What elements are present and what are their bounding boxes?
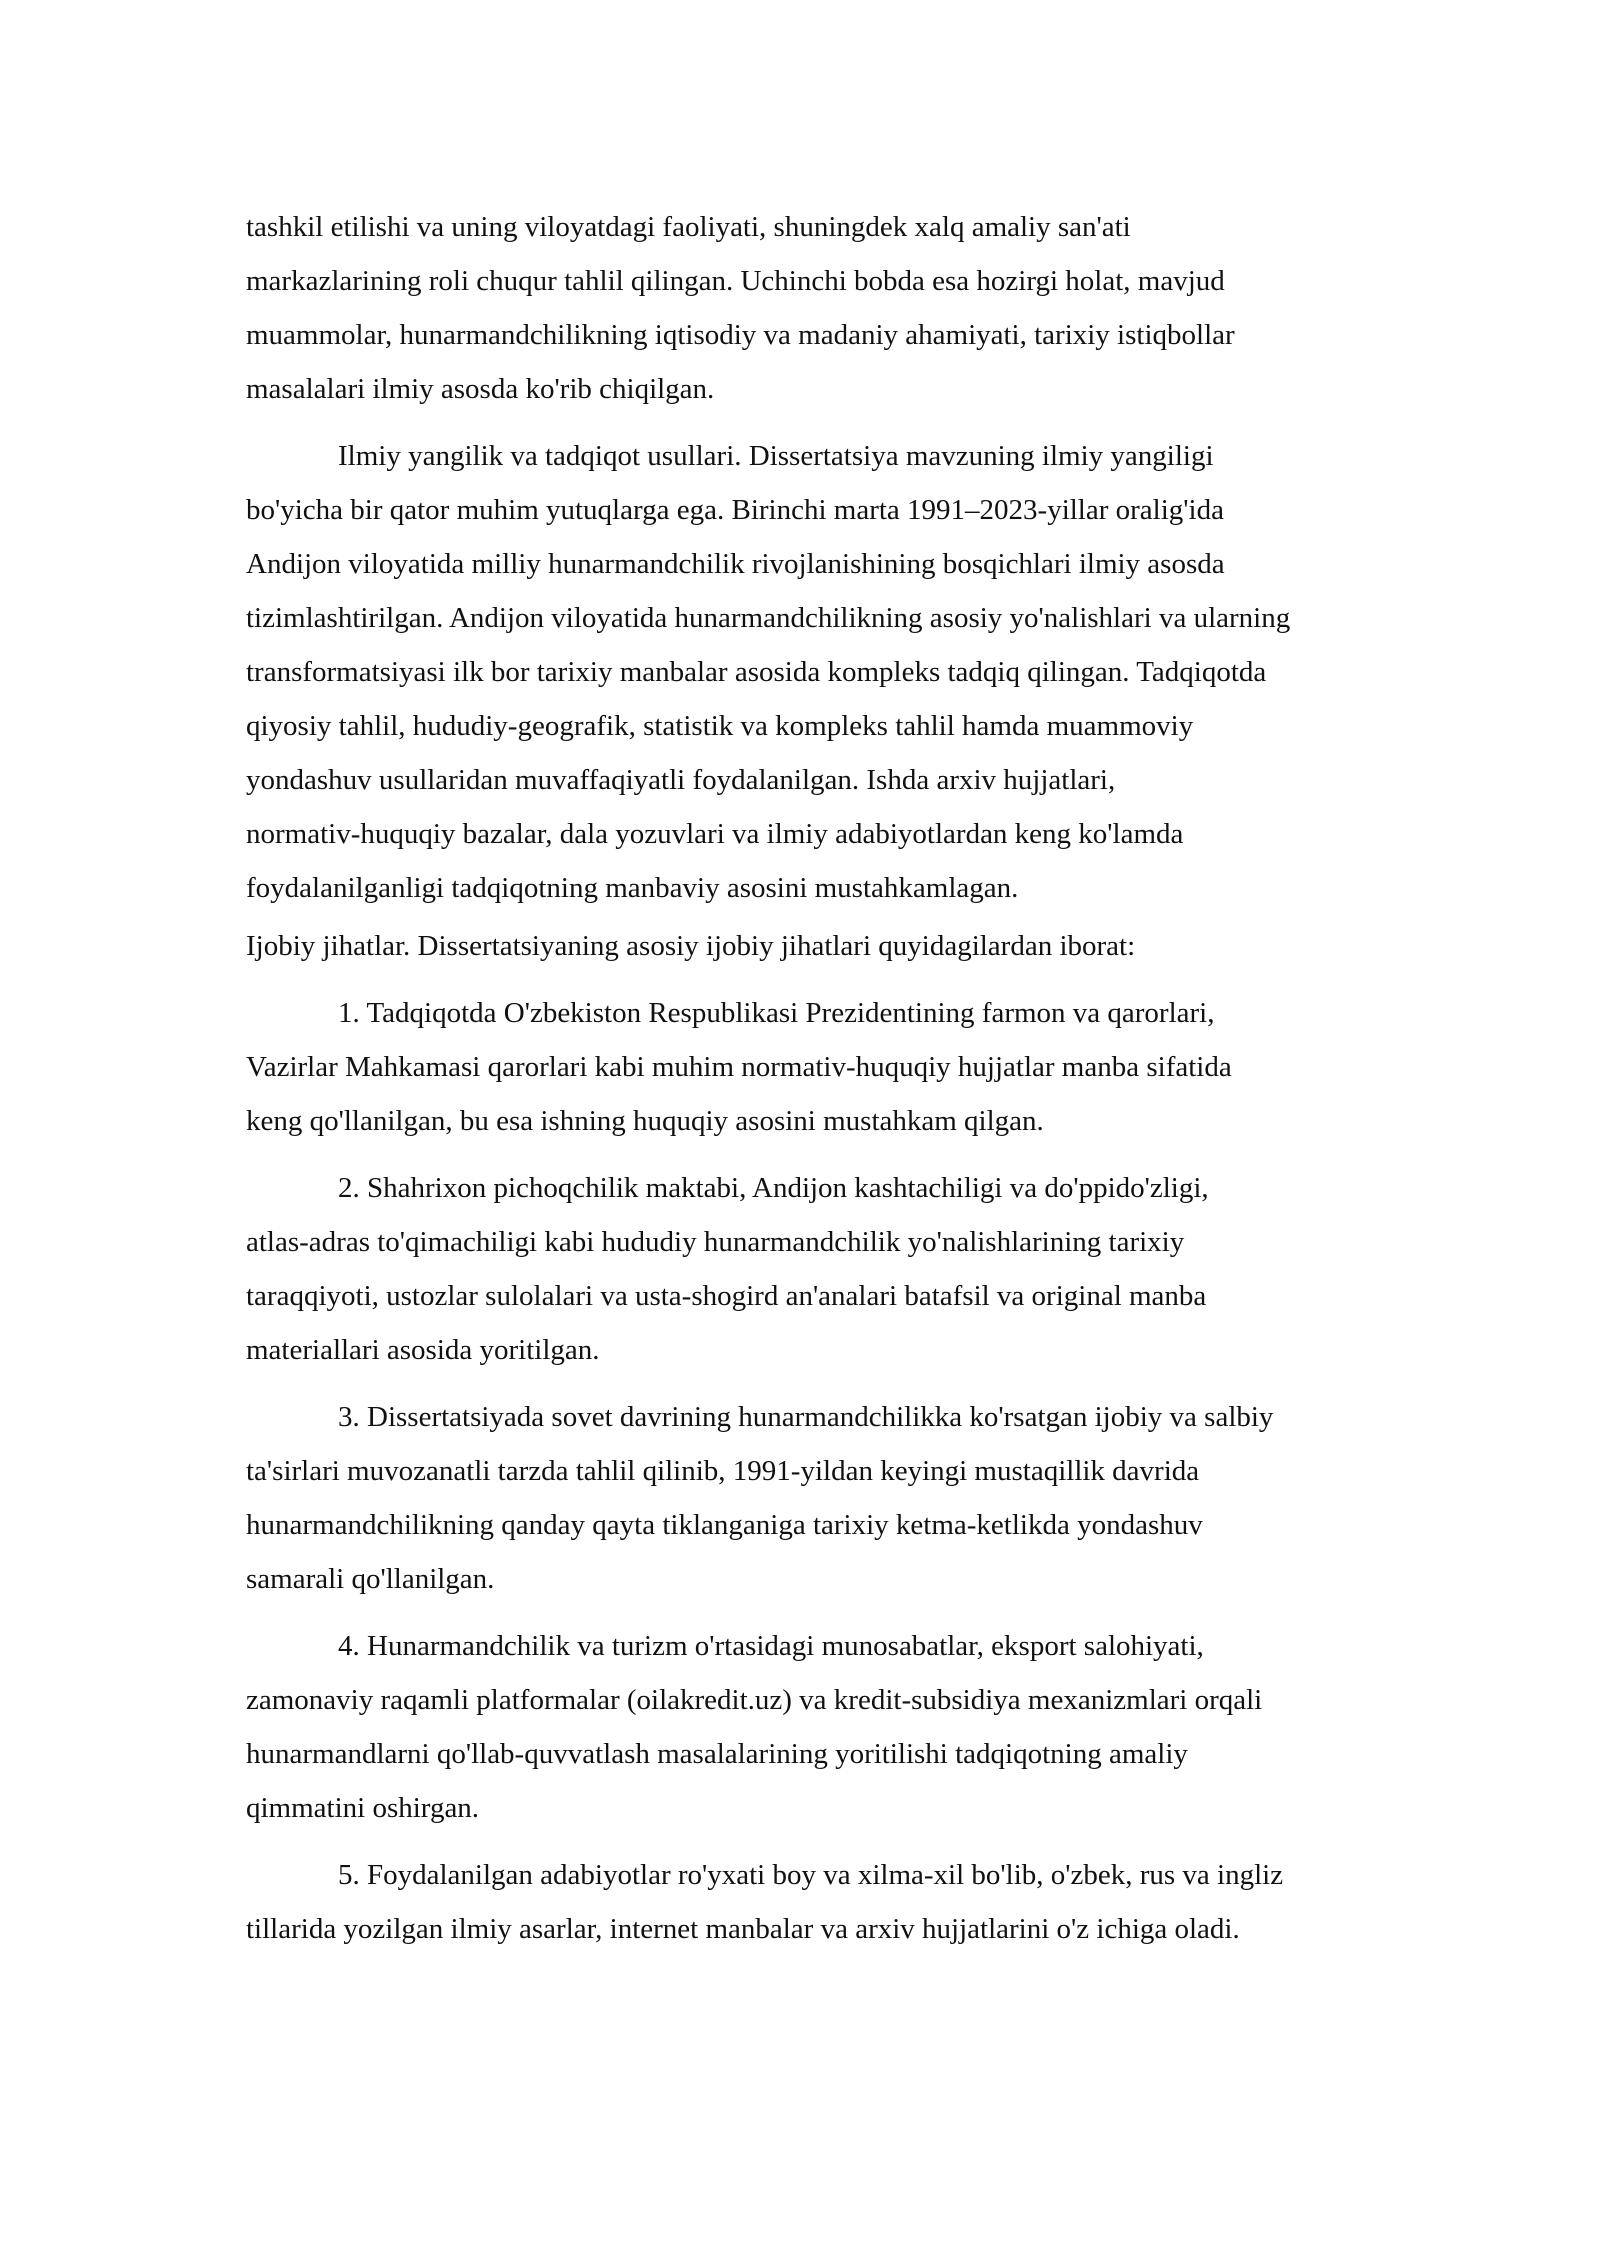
paragraph-spacer <box>246 1377 1396 1390</box>
list-item-2 <box>246 1161 1396 1377</box>
paragraph-spacer <box>246 1835 1396 1848</box>
text-line: 4. Hunarmandchilik va turizm o'rtasidagi munosabatlar, eksport salohiyati, <box>338 1630 1204 1662</box>
paragraph-chapter-summary <box>246 200 1396 416</box>
text-line: Ijobiy jihatlar. Dissertatsiyaning asosiy ijobiy jihatlari quyidagilardan iborat: <box>246 930 1136 962</box>
list-item-1 <box>246 986 1396 1148</box>
text-line: bo'yicha bir qator muhim yutuqlarga ega. Birinchi marta 1991–2023-yillar oralig'ida <box>246 494 1224 526</box>
text-line: Ilmiy yangilik va tadqiqot usullari. Dissertatsiya mavzuning ilmiy yangiligi <box>338 440 1214 472</box>
text-line: ta'sirlari muvozanatli tarzda tahlil qilinib, 1991-yildan keyingi mustaqillik davrida <box>246 1455 1200 1487</box>
paragraph-spacer <box>246 416 1396 429</box>
text-line: hunarmandlarni qo'llab-quvvatlash masalalarining yoritilishi tadqiqotning amaliy <box>246 1738 1188 1770</box>
paragraph-spacer <box>246 973 1396 986</box>
text-line: normativ-huquqiy bazalar, dala yozuvlari va ilmiy adabiyotlardan keng ko'lamda <box>246 818 1184 850</box>
list-item-3 <box>246 1390 1396 1606</box>
text-line: foydalanilganligi tadqiqotning manbaviy asosini mustahkamlagan. <box>246 872 1019 904</box>
paragraph-positive-aspects-heading <box>246 919 1396 973</box>
text-line: zamonaviy raqamli platformalar (oilakredit.uz) va kredit-subsidiya mexanizmlari orqali <box>246 1684 1263 1716</box>
text-line: masalalari ilmiy asosda ko'rib chiqilgan. <box>246 373 715 405</box>
text-line: tillarida yozilgan ilmiy asarlar, internet manbalar va arxiv hujjatlarini o'z ichiga oladi. <box>246 1913 1240 1945</box>
paragraph-scientific-novelty <box>246 429 1396 915</box>
paragraph-spacer <box>246 1606 1396 1619</box>
text-line: 3. Dissertatsiyada sovet davrining hunarmandchilikka ko'rsatgan ijobiy va salbiy <box>338 1401 1274 1433</box>
text-line: qiyosiy tahlil, hududiy-geografik, statistik va kompleks tahlil hamda muammoviy <box>246 710 1194 742</box>
text-line: transformatsiyasi ilk bor tarixiy manbalar asosida kompleks tadqiq qilingan. Tadqiqotda <box>246 656 1267 688</box>
text-line: samarali qo'llanilgan. <box>246 1563 495 1595</box>
text-line: 2. Shahrixon pichoqchilik maktabi, Andijon kashtachiligi va do'ppido'zligi, <box>338 1172 1209 1204</box>
text-line: qimmatini oshirgan. <box>246 1792 480 1824</box>
list-item-4 <box>246 1619 1396 1835</box>
text-line: 1. Tadqiqotda O'zbekiston Respublikasi Prezidentining farmon va qarorlari, <box>338 997 1215 1029</box>
text-line: hunarmandchilikning qanday qayta tiklanganiga tarixiy ketma-ketlikda yondashuv <box>246 1509 1203 1541</box>
text-line: tizimlashtirilgan. Andijon viloyatida hunarmandchilikning asosiy yo'nalishlari va ularning <box>246 602 1291 634</box>
text-line: 5. Foydalanilgan adabiyotlar ro'yxati boy va xilma-xil bo'lib, o'zbek, rus va ingliz <box>338 1859 1284 1891</box>
text-line: taraqqiyoti, ustozlar sulolalari va usta-shogird an'analari batafsil va original manba <box>246 1280 1207 1312</box>
text-line: keng qo'llanilgan, bu esa ishning huquqiy asosini mustahkam qilgan. <box>246 1105 1044 1137</box>
text-line: Andijon viloyatida milliy hunarmandchilik rivojlanishining bosqichlari ilmiy asosda <box>246 548 1225 580</box>
text-line: markazlarining roli chuqur tahlil qilingan. Uchinchi bobda esa hozirgi holat, mavjud <box>246 265 1225 297</box>
text-line: yondashuv usullaridan muvaffaqiyatli foydalanilgan. Ishda arxiv hujjatlari, <box>246 764 1116 796</box>
document-body <box>246 200 1396 1956</box>
paragraph-spacer <box>246 1148 1396 1161</box>
text-line: tashkil etilishi va uning viloyatdagi faoliyati, shuningdek xalq amaliy san'ati <box>246 211 1131 243</box>
text-line: muammolar, hunarmandchilikning iqtisodiy va madaniy ahamiyati, tarixiy istiqbollar <box>246 319 1235 351</box>
text-line: atlas-adras to'qimachiligi kabi hududiy hunarmandchilik yo'nalishlarining tarixiy <box>246 1226 1185 1258</box>
list-item-5 <box>246 1848 1396 1956</box>
text-line: materiallari asosida yoritilgan. <box>246 1334 600 1366</box>
text-line: Vazirlar Mahkamasi qarorlari kabi muhim normativ-huquqiy hujjatlar manba sifatida <box>246 1051 1232 1083</box>
